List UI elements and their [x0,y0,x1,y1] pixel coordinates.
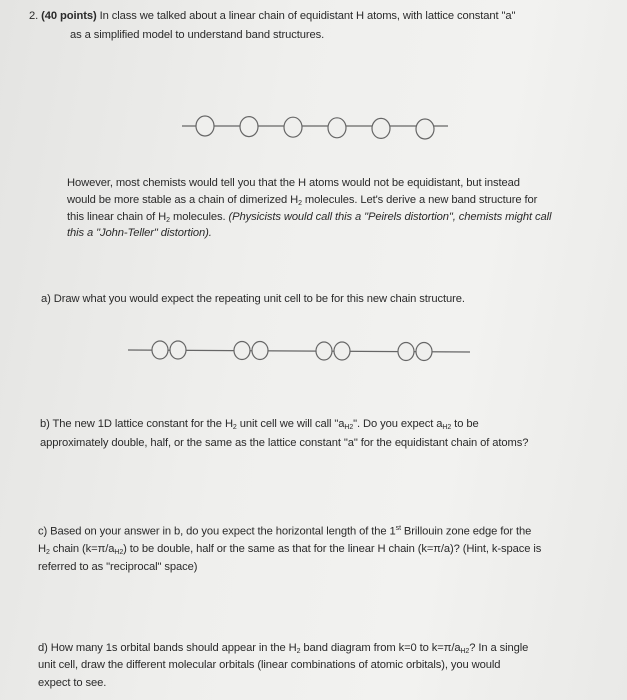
h-atom-circle [334,342,350,360]
h-atom-circle [234,342,250,360]
part-b-line: approximately double, half, or the same as the lattice constant "a" for the equidistant chain of atoms? [40,437,529,449]
question-line-1 [29,10,515,22]
h-atom-circle [152,341,168,359]
question-number: 2. [29,10,39,22]
h-atom-circle [196,116,214,136]
h-atom-circle [284,117,302,137]
points-label: (40 points) [41,10,97,22]
h-atom-circle [316,342,332,360]
part-c-line: $H_2$ chain $(k=\pi/a_{H2})$ to be double, half or the same as that for the linear H chain (k=π/a)? (Hint, k-space is [38,543,542,556]
h-atom-circle [170,341,186,359]
part-a-text: a) Draw what you would expect the repeating unit cell to be for this new chain structure. [41,293,465,305]
h-atom-circle [398,343,414,361]
part-d-line: d) How many 1s orbital bands should appear in the $H_2$ band diagram from k=0 to $k=\pi/a_{H2}$? In a single [38,642,529,655]
equidistant-h-chain-diagram [0,106,627,146]
part-b-line: b) The new 1D lattice constant for the $H_2$ unit cell we will call "$a_{H2}$". Do you expect $a_{H2}$ to be [40,418,479,431]
paragraph-line: would be more stable as a chain of dimerized $H_2$ molecules. Let's derive a new band structure for [67,194,538,207]
h-atom-circle [240,117,258,137]
part-c-line: c) Based on your answer in b, do you expect the horizontal length of the 1st Brillouin zone edge for the [38,525,532,538]
part-d-line: unit cell, draw the different molecular orbitals (linear combinations of atomic orbitals), you would [38,659,501,671]
h-atom-circle [328,118,346,138]
paragraph-line: this a "John-Teller" distortion). [67,227,212,239]
h-atom-circle [416,119,434,139]
h-atom-circle [416,343,432,361]
h-atom-circle [252,342,268,360]
h-atom-circle [372,118,390,138]
paragraph-line: this linear chain of $H_2$ molecules. (Physicists would call this a "Peirels distortion", chemists might call [67,211,552,224]
question-line-2: as a simplified model to understand band structures. [70,29,325,41]
part-c-line: referred to as "reciprocal" space) [38,561,198,573]
intro-text: In class we talked about a linear chain of equidistant H atoms, with lattice constant "a" [96,10,516,22]
paragraph-line: However, most chemists would tell you that the H atoms would not be equidistant, but instead [67,177,520,189]
dimerized-h2-chain-diagram [0,332,627,368]
part-d-line: expect to see. [38,677,107,689]
